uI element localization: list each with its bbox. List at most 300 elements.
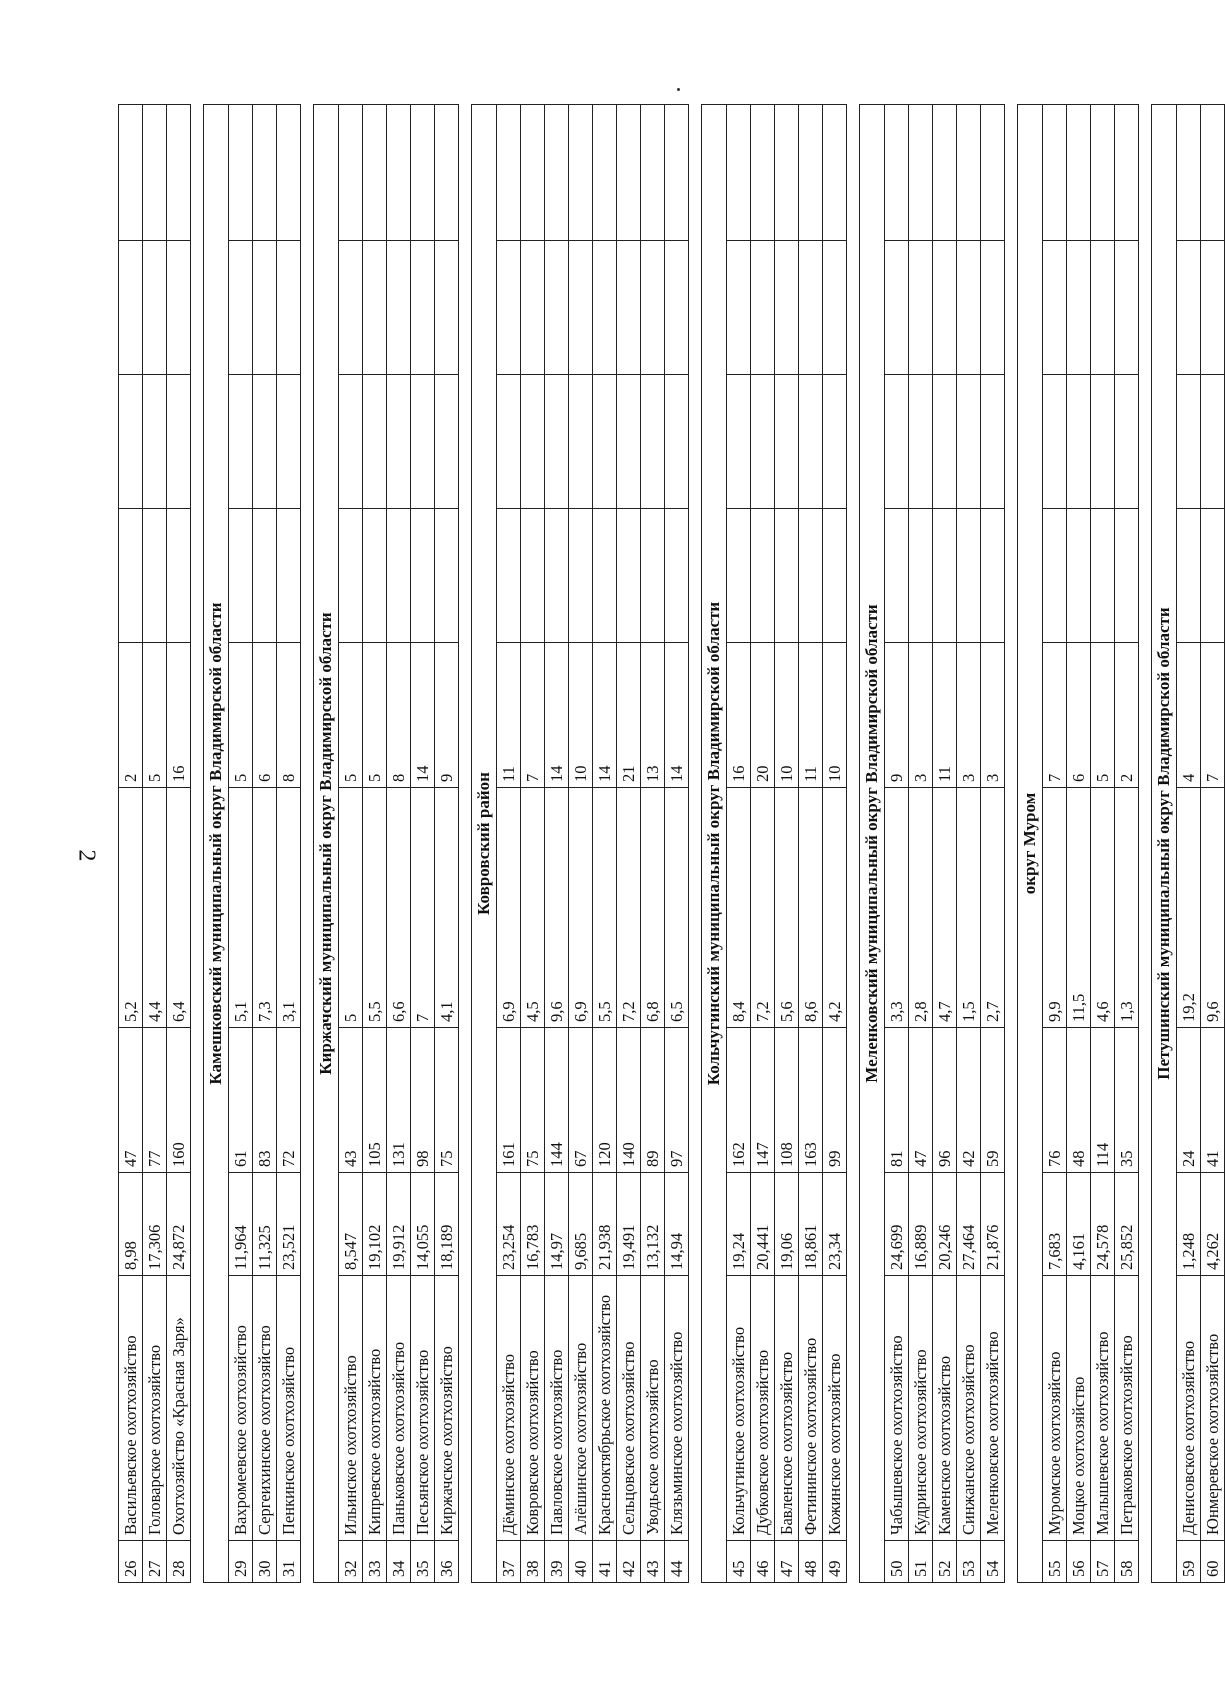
area-cell: 7,683 bbox=[1043, 1173, 1067, 1276]
empty-cell bbox=[229, 105, 253, 241]
density-cell: 7,2 bbox=[617, 788, 641, 1028]
area-cell: 14,055 bbox=[411, 1173, 435, 1276]
spacer-row bbox=[459, 105, 472, 1583]
empty-cell bbox=[545, 241, 569, 375]
empty-cell bbox=[497, 509, 521, 643]
row-number: 47 bbox=[775, 1541, 799, 1583]
hunting-ground-name: Головарское охотхозяйство bbox=[143, 1276, 167, 1541]
section-title: Камешковский муниципальный округ Владимирской области bbox=[204, 105, 229, 1583]
empty-cell bbox=[775, 509, 799, 643]
empty-cell bbox=[909, 509, 933, 643]
spacer-row bbox=[191, 105, 204, 1583]
row-number: 35 bbox=[411, 1541, 435, 1583]
count-cell: 24 bbox=[1177, 1028, 1201, 1173]
hunting-ground-name: Кольчугинское охотхозяйство bbox=[727, 1276, 751, 1541]
quota-cell: 14 bbox=[411, 643, 435, 788]
empty-cell bbox=[363, 509, 387, 643]
empty-cell bbox=[1201, 509, 1225, 643]
empty-cell bbox=[593, 509, 617, 643]
empty-cell bbox=[933, 509, 957, 643]
section-title: Ковровский район bbox=[472, 105, 497, 1583]
quota-cell: 2 bbox=[1115, 643, 1139, 788]
density-cell: 4,4 bbox=[143, 788, 167, 1028]
row-number: 29 bbox=[229, 1541, 253, 1583]
spacer-row bbox=[689, 105, 702, 1583]
empty-cell bbox=[799, 105, 823, 241]
empty-cell bbox=[823, 105, 847, 241]
empty-cell bbox=[521, 241, 545, 375]
quota-cell: 5 bbox=[363, 643, 387, 788]
hunting-ground-name: Фетининское охотхозяйство bbox=[799, 1276, 823, 1541]
count-cell: 77 bbox=[143, 1028, 167, 1173]
empty-cell bbox=[229, 241, 253, 375]
count-cell: 75 bbox=[435, 1028, 459, 1173]
empty-cell bbox=[387, 105, 411, 241]
hunting-ground-name: Юнмеревское охотхозяйство bbox=[1201, 1276, 1225, 1541]
hunting-ground-name: Муромское охотхозяйство bbox=[1043, 1276, 1067, 1541]
row-number: 34 bbox=[387, 1541, 411, 1583]
empty-cell bbox=[277, 241, 301, 375]
table-row bbox=[277, 105, 301, 1583]
empty-cell bbox=[387, 241, 411, 375]
row-number: 45 bbox=[727, 1541, 751, 1583]
count-cell: 140 bbox=[617, 1028, 641, 1173]
hunting-ground-name: Сергеихинское охотхозяйство bbox=[253, 1276, 277, 1541]
table-row bbox=[167, 105, 191, 1583]
table-frame bbox=[118, 105, 1222, 1583]
section-header-row bbox=[204, 105, 229, 1583]
section-title: Меленковский муниципальный округ Владимирской области bbox=[860, 105, 885, 1583]
row-number: 26 bbox=[119, 1541, 143, 1583]
empty-cell bbox=[253, 105, 277, 241]
empty-cell bbox=[617, 241, 641, 375]
empty-cell bbox=[957, 241, 981, 375]
area-cell: 11,325 bbox=[253, 1173, 277, 1276]
count-cell: 48 bbox=[1067, 1028, 1091, 1173]
density-cell: 4,1 bbox=[435, 788, 459, 1028]
count-cell: 147 bbox=[751, 1028, 775, 1173]
count-cell: 59 bbox=[981, 1028, 1005, 1173]
quota-cell: 5 bbox=[229, 643, 253, 788]
empty-cell bbox=[545, 105, 569, 241]
empty-cell bbox=[727, 105, 751, 241]
table-row bbox=[665, 105, 689, 1583]
row-number: 49 bbox=[823, 1541, 847, 1583]
quota-cell: 3 bbox=[981, 643, 1005, 788]
hunting-ground-name: Чабышевское охотхозяйство bbox=[885, 1276, 909, 1541]
section-title: Киржачский муниципальный округ Владимирской области bbox=[314, 105, 339, 1583]
count-cell: 75 bbox=[521, 1028, 545, 1173]
empty-cell bbox=[1201, 241, 1225, 375]
empty-cell bbox=[1091, 509, 1115, 643]
empty-cell bbox=[641, 241, 665, 375]
quota-cell: 7 bbox=[1043, 643, 1067, 788]
count-cell: 120 bbox=[593, 1028, 617, 1173]
empty-cell bbox=[799, 375, 823, 509]
empty-cell bbox=[119, 241, 143, 375]
hunting-grounds-table bbox=[118, 104, 1225, 1583]
empty-cell bbox=[1091, 241, 1115, 375]
quota-cell: 5 bbox=[339, 643, 363, 788]
empty-cell bbox=[981, 241, 1005, 375]
empty-cell bbox=[957, 375, 981, 509]
empty-cell bbox=[909, 375, 933, 509]
quota-cell: 6 bbox=[253, 643, 277, 788]
row-number: 27 bbox=[143, 1541, 167, 1583]
density-cell: 6,4 bbox=[167, 788, 191, 1028]
area-cell: 17,306 bbox=[143, 1173, 167, 1276]
count-cell: 61 bbox=[229, 1028, 253, 1173]
hunting-ground-name: Охотхозяйство «Красная Заря» bbox=[167, 1276, 191, 1541]
hunting-ground-name: Песьянское охотхозяйство bbox=[411, 1276, 435, 1541]
empty-cell bbox=[545, 509, 569, 643]
table-row bbox=[363, 105, 387, 1583]
area-cell: 18,189 bbox=[435, 1173, 459, 1276]
row-number: 60 bbox=[1201, 1541, 1225, 1583]
empty-cell bbox=[143, 375, 167, 509]
table-row bbox=[253, 105, 277, 1583]
quota-cell: 16 bbox=[167, 643, 191, 788]
section-header-row bbox=[860, 105, 885, 1583]
empty-cell bbox=[933, 241, 957, 375]
empty-cell bbox=[143, 105, 167, 241]
hunting-ground-name: Кипревское охотхозяйство bbox=[363, 1276, 387, 1541]
area-cell: 23,254 bbox=[497, 1173, 521, 1276]
empty-cell bbox=[751, 509, 775, 643]
empty-cell bbox=[435, 509, 459, 643]
row-number: 48 bbox=[799, 1541, 823, 1583]
empty-cell bbox=[933, 105, 957, 241]
table-row bbox=[387, 105, 411, 1583]
section-header-row bbox=[314, 105, 339, 1583]
density-cell: 4,2 bbox=[823, 788, 847, 1028]
section-header-row bbox=[1018, 105, 1043, 1583]
table-row bbox=[521, 105, 545, 1583]
density-cell: 5,5 bbox=[593, 788, 617, 1028]
hunting-ground-name: Денисовское охотхозяйство bbox=[1177, 1276, 1201, 1541]
density-cell: 6,9 bbox=[569, 788, 593, 1028]
area-cell: 24,699 bbox=[885, 1173, 909, 1276]
empty-cell bbox=[167, 241, 191, 375]
empty-cell bbox=[277, 509, 301, 643]
empty-cell bbox=[167, 105, 191, 241]
hunting-ground-name: Уводьское охотхозяйство bbox=[641, 1276, 665, 1541]
quota-cell: 3 bbox=[957, 643, 981, 788]
empty-cell bbox=[751, 241, 775, 375]
empty-cell bbox=[1067, 241, 1091, 375]
area-cell: 19,24 bbox=[727, 1173, 751, 1276]
density-cell: 6,8 bbox=[641, 788, 665, 1028]
table-row bbox=[1177, 105, 1201, 1583]
empty-cell bbox=[411, 375, 435, 509]
empty-cell bbox=[1177, 105, 1201, 241]
table-row bbox=[1091, 105, 1115, 1583]
density-cell: 11,5 bbox=[1067, 788, 1091, 1028]
density-cell: 6,9 bbox=[497, 788, 521, 1028]
quota-cell: 13 bbox=[641, 643, 665, 788]
empty-cell bbox=[1115, 105, 1139, 241]
row-number: 57 bbox=[1091, 1541, 1115, 1583]
empty-cell bbox=[641, 509, 665, 643]
hunting-ground-name: Васильевское охотхозяйство bbox=[119, 1276, 143, 1541]
area-cell: 4,161 bbox=[1067, 1173, 1091, 1276]
count-cell: 41 bbox=[1201, 1028, 1225, 1173]
count-cell: 144 bbox=[545, 1028, 569, 1173]
hunting-ground-name: Дубковское охотхозяйство bbox=[751, 1276, 775, 1541]
empty-cell bbox=[569, 241, 593, 375]
hunting-ground-name: Павловское охотхозяйство bbox=[545, 1276, 569, 1541]
empty-cell bbox=[665, 241, 689, 375]
empty-cell bbox=[1091, 105, 1115, 241]
hunting-ground-name: Ильинское охотхозяйство bbox=[339, 1276, 363, 1541]
empty-cell bbox=[1091, 375, 1115, 509]
table-row bbox=[1201, 105, 1225, 1583]
table-row bbox=[339, 105, 363, 1583]
row-number: 53 bbox=[957, 1541, 981, 1583]
spacer-row bbox=[301, 105, 314, 1583]
empty-cell bbox=[1067, 509, 1091, 643]
hunting-ground-name: Бавленское охотхозяйство bbox=[775, 1276, 799, 1541]
empty-cell bbox=[167, 509, 191, 643]
count-cell: 67 bbox=[569, 1028, 593, 1173]
table-row bbox=[885, 105, 909, 1583]
empty-cell bbox=[277, 105, 301, 241]
row-number: 31 bbox=[277, 1541, 301, 1583]
count-cell: 160 bbox=[167, 1028, 191, 1173]
quota-cell: 3 bbox=[909, 643, 933, 788]
quota-cell: 9 bbox=[435, 643, 459, 788]
area-cell: 16,889 bbox=[909, 1173, 933, 1276]
empty-cell bbox=[119, 105, 143, 241]
row-number: 36 bbox=[435, 1541, 459, 1583]
count-cell: 131 bbox=[387, 1028, 411, 1173]
quota-cell: 10 bbox=[775, 643, 799, 788]
count-cell: 97 bbox=[665, 1028, 689, 1173]
row-number: 30 bbox=[253, 1541, 277, 1583]
empty-cell bbox=[727, 509, 751, 643]
empty-cell bbox=[775, 241, 799, 375]
row-number: 52 bbox=[933, 1541, 957, 1583]
row-number: 32 bbox=[339, 1541, 363, 1583]
area-cell: 4,262 bbox=[1201, 1173, 1225, 1276]
empty-cell bbox=[1067, 375, 1091, 509]
empty-cell bbox=[1201, 375, 1225, 509]
empty-cell bbox=[799, 509, 823, 643]
area-cell: 19,06 bbox=[775, 1173, 799, 1276]
empty-cell bbox=[253, 241, 277, 375]
row-number: 58 bbox=[1115, 1541, 1139, 1583]
empty-cell bbox=[253, 509, 277, 643]
empty-cell bbox=[411, 509, 435, 643]
row-number: 42 bbox=[617, 1541, 641, 1583]
quota-cell: 6 bbox=[1067, 643, 1091, 788]
quota-cell: 8 bbox=[277, 643, 301, 788]
hunting-ground-name: Синжанское охотхозяйство bbox=[957, 1276, 981, 1541]
hunting-ground-name: Клязьминское охотхозяйство bbox=[665, 1276, 689, 1541]
row-number: 43 bbox=[641, 1541, 665, 1583]
empty-cell bbox=[569, 105, 593, 241]
count-cell: 76 bbox=[1043, 1028, 1067, 1173]
row-number: 51 bbox=[909, 1541, 933, 1583]
quota-cell: 5 bbox=[143, 643, 167, 788]
quota-cell: 10 bbox=[823, 643, 847, 788]
empty-cell bbox=[1043, 509, 1067, 643]
count-cell: 98 bbox=[411, 1028, 435, 1173]
area-cell: 19,912 bbox=[387, 1173, 411, 1276]
empty-cell bbox=[1177, 509, 1201, 643]
section-title: округ Муром bbox=[1018, 105, 1043, 1583]
empty-cell bbox=[119, 509, 143, 643]
empty-cell bbox=[885, 375, 909, 509]
empty-cell bbox=[909, 241, 933, 375]
area-cell: 18,861 bbox=[799, 1173, 823, 1276]
area-cell: 16,783 bbox=[521, 1173, 545, 1276]
empty-cell bbox=[339, 105, 363, 241]
hunting-ground-name: Сельцовское охотхозяйство bbox=[617, 1276, 641, 1541]
table-row bbox=[641, 105, 665, 1583]
section-header-row bbox=[472, 105, 497, 1583]
section-title: Петушинский муниципальный округ Владимирской области bbox=[1152, 105, 1177, 1583]
count-cell: 89 bbox=[641, 1028, 665, 1173]
empty-cell bbox=[435, 241, 459, 375]
table-row bbox=[411, 105, 435, 1583]
empty-cell bbox=[727, 375, 751, 509]
area-cell: 19,491 bbox=[617, 1173, 641, 1276]
empty-cell bbox=[1043, 105, 1067, 241]
empty-cell bbox=[497, 105, 521, 241]
hunting-ground-name: Меленковское охотхозяйство bbox=[981, 1276, 1005, 1541]
density-cell: 6,6 bbox=[387, 788, 411, 1028]
hunting-ground-name: Вахромеевское охотхозяйство bbox=[229, 1276, 253, 1541]
quota-cell: 21 bbox=[617, 643, 641, 788]
table-body bbox=[119, 105, 1225, 1583]
area-cell: 23,521 bbox=[277, 1173, 301, 1276]
count-cell: 99 bbox=[823, 1028, 847, 1173]
density-cell: 9,6 bbox=[545, 788, 569, 1028]
row-number: 46 bbox=[751, 1541, 775, 1583]
density-cell: 2,8 bbox=[909, 788, 933, 1028]
hunting-ground-name: Паньковское охотхозяйство bbox=[387, 1276, 411, 1541]
section-header-row bbox=[702, 105, 727, 1583]
section-header-row bbox=[1152, 105, 1177, 1583]
empty-cell bbox=[411, 105, 435, 241]
spacer-row bbox=[1005, 105, 1018, 1583]
empty-cell bbox=[617, 375, 641, 509]
empty-cell bbox=[229, 509, 253, 643]
area-cell: 21,938 bbox=[593, 1173, 617, 1276]
empty-cell bbox=[363, 105, 387, 241]
table-row bbox=[497, 105, 521, 1583]
density-cell: 1,3 bbox=[1115, 788, 1139, 1028]
area-cell: 9,685 bbox=[569, 1173, 593, 1276]
empty-cell bbox=[143, 241, 167, 375]
quota-cell: 4 bbox=[1177, 643, 1201, 788]
hunting-ground-name: Кудринское охотхозяйство bbox=[909, 1276, 933, 1541]
table-row bbox=[799, 105, 823, 1583]
empty-cell bbox=[253, 375, 277, 509]
table-row bbox=[617, 105, 641, 1583]
area-cell: 27,464 bbox=[957, 1173, 981, 1276]
quota-cell: 5 bbox=[1091, 643, 1115, 788]
table-row bbox=[957, 105, 981, 1583]
empty-cell bbox=[497, 375, 521, 509]
empty-cell bbox=[933, 375, 957, 509]
scan-dot bbox=[677, 88, 680, 91]
area-cell: 24,872 bbox=[167, 1173, 191, 1276]
count-cell: 43 bbox=[339, 1028, 363, 1173]
empty-cell bbox=[569, 509, 593, 643]
density-cell: 5,6 bbox=[775, 788, 799, 1028]
empty-cell bbox=[339, 241, 363, 375]
density-cell: 8,4 bbox=[727, 788, 751, 1028]
density-cell: 8,6 bbox=[799, 788, 823, 1028]
quota-cell: 2 bbox=[119, 643, 143, 788]
density-cell: 4,5 bbox=[521, 788, 545, 1028]
area-cell: 14,97 bbox=[545, 1173, 569, 1276]
table-row bbox=[727, 105, 751, 1583]
table-row bbox=[119, 105, 143, 1583]
table-row bbox=[933, 105, 957, 1583]
area-cell: 21,876 bbox=[981, 1173, 1005, 1276]
empty-cell bbox=[617, 509, 641, 643]
page-number: 2 bbox=[73, 849, 100, 862]
empty-cell bbox=[617, 105, 641, 241]
empty-cell bbox=[167, 375, 191, 509]
count-cell: 163 bbox=[799, 1028, 823, 1173]
empty-cell bbox=[545, 375, 569, 509]
density-cell: 4,7 bbox=[933, 788, 957, 1028]
empty-cell bbox=[593, 375, 617, 509]
table-row bbox=[1115, 105, 1139, 1583]
count-cell: 47 bbox=[119, 1028, 143, 1173]
empty-cell bbox=[363, 375, 387, 509]
density-cell: 6,5 bbox=[665, 788, 689, 1028]
row-number: 28 bbox=[167, 1541, 191, 1583]
hunting-ground-name: Малышевское охотхозяйство bbox=[1091, 1276, 1115, 1541]
count-cell: 108 bbox=[775, 1028, 799, 1173]
empty-cell bbox=[665, 509, 689, 643]
empty-cell bbox=[885, 105, 909, 241]
density-cell: 9,6 bbox=[1201, 788, 1225, 1028]
quota-cell: 20 bbox=[751, 643, 775, 788]
empty-cell bbox=[981, 375, 1005, 509]
quota-cell: 11 bbox=[799, 643, 823, 788]
empty-cell bbox=[339, 375, 363, 509]
empty-cell bbox=[799, 241, 823, 375]
area-cell: 19,102 bbox=[363, 1173, 387, 1276]
empty-cell bbox=[1043, 241, 1067, 375]
hunting-ground-name: Моцкое охотхозяйство bbox=[1067, 1276, 1091, 1541]
section-title: Кольчугинский муниципальный округ Владимирской области bbox=[702, 105, 727, 1583]
empty-cell bbox=[775, 375, 799, 509]
area-cell: 8,98 bbox=[119, 1173, 143, 1276]
spacer-row bbox=[1139, 105, 1152, 1583]
empty-cell bbox=[823, 241, 847, 375]
row-number: 39 bbox=[545, 1541, 569, 1583]
empty-cell bbox=[885, 241, 909, 375]
empty-cell bbox=[277, 375, 301, 509]
rotated-table-container bbox=[118, 105, 1222, 1583]
empty-cell bbox=[1043, 375, 1067, 509]
empty-cell bbox=[885, 509, 909, 643]
area-cell: 14,94 bbox=[665, 1173, 689, 1276]
row-number: 56 bbox=[1067, 1541, 1091, 1583]
empty-cell bbox=[521, 375, 545, 509]
empty-cell bbox=[823, 509, 847, 643]
row-number: 59 bbox=[1177, 1541, 1201, 1583]
quota-cell: 9 bbox=[885, 643, 909, 788]
spacer-row bbox=[847, 105, 860, 1583]
